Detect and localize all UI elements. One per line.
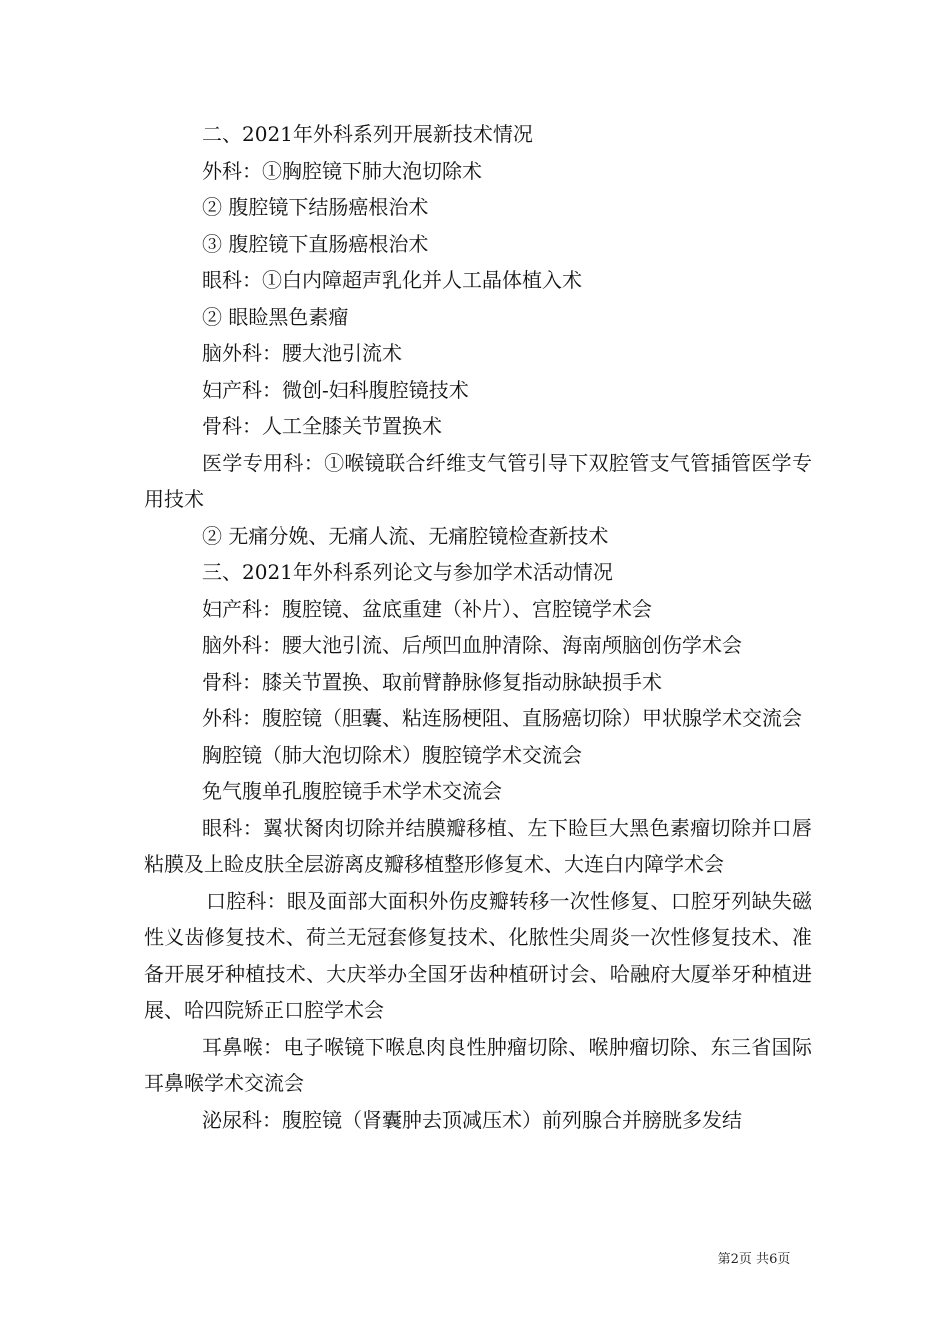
paragraph-activity-urology: 泌尿科：腹腔镜（肾囊肿去顶减压术）前列腺合并膀胱多发结 [202, 1107, 742, 1132]
paragraph-activity-surgery: 外科：腹腔镜（胆囊、粘连肠梗阻、直肠癌切除）甲状腺学术交流会 [202, 706, 802, 730]
paragraph-activity-orthopedics: 骨科：膝关节置换、取前臂静脉修复指动脉缺损手术 [202, 669, 662, 694]
paragraph-activity-thoracoscopy: 胸腔镜（肺大泡切除术）腹腔镜学术交流会 [202, 742, 582, 767]
document-body [144, 116, 812, 1138]
footer-current-page: 2 [730, 1252, 739, 1267]
footer-middle: 页 共 [738, 1252, 770, 1267]
footer-suffix: 页 [777, 1252, 791, 1267]
paragraph-obstetrics: 妇产科：微创-妇科腹腔镜技术 [202, 377, 469, 402]
paragraph-activity-single-port: 免气腹单孔腹腔镜手术学术交流会 [202, 779, 502, 803]
paragraph-anesthesia-2: ② 无痛分娩、无痛人流、无痛腔镜检查新技术 [202, 523, 609, 548]
paragraph-activity-ophthalmology: 眼科：翼状胬肉切除并结膜瓣移植、左下睑巨大黑色素瘤切除并口唇粘膜及上睑皮肤全层游离皮瓣移植整形修复术、大连白内障学术会 [144, 815, 812, 876]
footer-prefix: 第 [717, 1252, 731, 1267]
footer-total-pages: 6 [769, 1252, 778, 1267]
paragraph-orthopedics: 骨科：人工全膝关节置换术 [202, 414, 442, 438]
paragraph-surgery-1: 外科：①胸腔镜下肺大泡切除术 [202, 158, 482, 183]
paragraph-neurosurgery: 脑外科：腰大池引流术 [202, 341, 402, 365]
section-heading-new-techniques: 二、2021年外科系列开展新技术情况 [202, 122, 533, 146]
page-number-footer [0, 1248, 950, 1267]
paragraph-activity-ent: 耳鼻喉：电子喉镜下喉息肉良性肿瘤切除、喉肿瘤切除、东三省国际耳鼻喉学术交流会 [144, 1034, 812, 1095]
paragraph-ophthalmology-1: 眼科：①白内障超声乳化并人工晶体植入术 [202, 268, 582, 292]
paragraph-activity-neurosurgery: 脑外科：腰大池引流、后颅凹血肿清除、海南颅脑创伤学术会 [202, 633, 742, 657]
paragraph-surgery-3: ③ 腹腔镜下直肠癌根治术 [202, 231, 429, 256]
paragraph-surgery-2: ② 腹腔镜下结肠癌根治术 [202, 195, 429, 219]
paragraph-ophthalmology-2: ② 眼睑黑色素瘤 [202, 304, 349, 329]
paragraph-activity-obstetrics: 妇产科：腹腔镜、盆底重建（补片）、宫腔镜学术会 [202, 596, 652, 621]
paragraph-activity-stomatology: 口腔科：眼及面部大面积外伤皮瓣转移一次性修复、口腔牙列缺失磁性义齿修复技术、荷兰无冠套修复技术、化脓性尖周炎一次性修复技术、准备开展牙种植技术、大庆举办全国牙齿种植研讨会、哈融府大厦举牙种植进展、哈四院矫正口腔学术会 [144, 888, 812, 1022]
paragraph-anesthesia-1: 医学专用科：①喉镜联合纤维支气管引导下双腔管支气管插管医学专用技术 [144, 450, 812, 511]
section-heading-papers-activities: 三、2021年外科系列论文与参加学术活动情况 [202, 560, 613, 584]
